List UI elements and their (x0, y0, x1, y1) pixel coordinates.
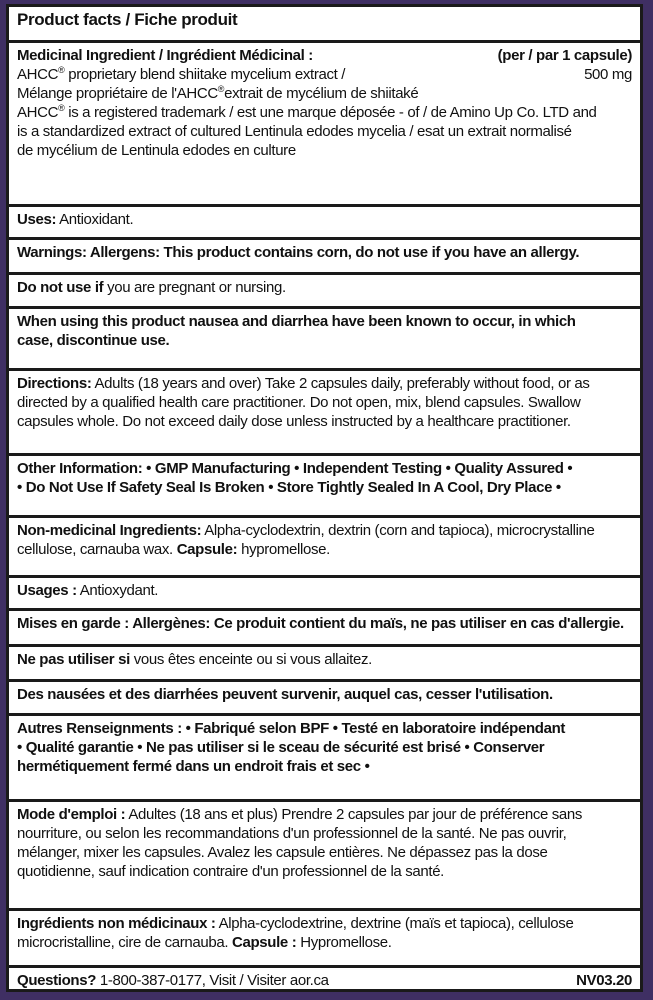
mode-emploi-line-1: Adultes (18 ans et plus) Prendre 2 capsules par jour de préférence sans (128, 806, 583, 823)
ingredients-non-med-line-2: microcristalline, cire de carnauba. (17, 934, 229, 951)
capsule-text: hypromellose. (241, 541, 330, 558)
contact-text: 1-800-387-0177, Visit / Visiter aor.ca (99, 972, 329, 989)
mode-emploi-line-2: nourriture, ou selon les recommandations d'un professionnel de la santé. Ne pas ouvrir, (17, 825, 567, 842)
ingredient-header-line (17, 46, 632, 65)
ingredients-non-med-label: Ingrédients non médicinaux : (17, 915, 216, 932)
directions-line-3: capsules whole. Do not exceed daily dose unless instructed by a healthcare practitioner. (17, 413, 571, 430)
effets-text: Des nausées et des diarrhées peuvent survenir, auquel cas, cesser l'utilisation. (17, 686, 553, 703)
usages-label: Usages : (17, 582, 77, 599)
capsule-label: Capsule: (176, 541, 238, 558)
ingredient-name-line (17, 65, 632, 84)
ingredient-amount: 500 mg (584, 66, 632, 83)
version-code: NV03.20 (576, 972, 632, 989)
side-effects-section (9, 309, 640, 371)
mode-emploi-line-3: mélanger, mixer les capsules. Avalez les capsule entières. Ne dépassez pas la dose (17, 844, 548, 861)
footer-section (9, 968, 640, 992)
capsule-fr-text: Hypromellose. (300, 934, 392, 951)
mises-en-garde-section (9, 611, 640, 647)
non-medicinal-line-2: cellulose, carnauba wax. (17, 541, 173, 558)
warnings-text: Warnings: Allergens: This product contains corn, do not use if you have an allergy. (17, 244, 580, 261)
facts-header (9, 7, 640, 43)
ingredients-non-medicinaux-section (9, 911, 640, 968)
mises-en-garde-text: Mises en garde : Allergènes: Ce produit contient du maïs, ne pas utiliser en cas d'allergie. (17, 615, 624, 632)
mode-emploi-label: Mode d'emploi : (17, 806, 126, 823)
medicinal-ingredient-section (9, 43, 640, 207)
per-capsule-label: (per / par 1 capsule) (497, 47, 632, 64)
uses-label: Uses: (17, 211, 57, 228)
do-not-use-section (9, 275, 640, 309)
autres-line-3: hermétiquement fermé dans un endroit frais et sec • (17, 758, 370, 775)
effets-section (9, 682, 640, 716)
other-info-line-2: • Do Not Use If Safety Seal Is Broken • Store Tightly Sealed In A Cool, Dry Place • (17, 479, 561, 496)
side-effects-line-1: When using this product nausea and diarrhea have been known to occur, in which (17, 313, 576, 330)
trademark-note-3: de mycélium de Lentinula edodes en culture (17, 142, 296, 159)
autres-renseignements-section (9, 716, 640, 802)
ingredients-non-med-line-1: Alpha-cyclodextrine, dextrine (maïs et tapioca), cellulose (218, 915, 574, 932)
ingredient-name-en: AHCC® proprietary blend shiitake mycelium extract / (17, 65, 346, 83)
ne-pas-utiliser-label: Ne pas utiliser si (17, 651, 130, 668)
usages-text: Antioxydant. (79, 582, 159, 599)
do-not-use-label: Do not use if (17, 279, 104, 296)
ne-pas-utiliser-section (9, 647, 640, 682)
questions-label: Questions? (17, 972, 97, 989)
capsule-fr-label: Capsule : (232, 934, 297, 951)
ingredient-name-fr: Mélange propriétaire de l'AHCC®extrait de mycélium de shiitaké (17, 84, 419, 102)
autres-line-1: Autres Renseignments : • Fabriqué selon BPF • Testé en laboratoire indépendant (17, 720, 566, 737)
trademark-note-1: AHCC® is a registered trademark / est une marque déposée - of / de Amino Up Co. LTD and (17, 103, 597, 121)
ingredient-label: Medicinal Ingredient / Ingrédient Médicinal : (17, 47, 313, 64)
non-medicinal-line-1: Alpha-cyclodextrin, dextrin (corn and tapioca), microcrystalline (204, 522, 595, 539)
facts-title: Product facts / Fiche produit (17, 10, 238, 29)
uses-section (9, 207, 640, 240)
side-effects-line-2: case, discontinue use. (17, 332, 170, 349)
do-not-use-text: you are pregnant or nursing. (107, 279, 286, 296)
product-facts-panel (6, 4, 643, 992)
mode-emploi-section (9, 802, 640, 911)
ne-pas-utiliser-text: vous êtes enceinte ou si vous allaitez. (133, 651, 372, 668)
autres-line-2: • Qualité garantie • Ne pas utiliser si le sceau de sécurité est brisé • Conserver (17, 739, 545, 756)
non-medicinal-label: Non-medicinal Ingredients: (17, 522, 202, 539)
directions-line-1: Adults (18 years and over) Take 2 capsules daily, preferably without food, or as (94, 375, 590, 392)
trademark-note-2: is a standardized extract of cultured Lentinula edodes mycelia / esat un extrait normalisé (17, 123, 572, 140)
non-medicinal-section (9, 518, 640, 578)
usages-section (9, 578, 640, 611)
directions-line-2: directed by a qualified health care practitioner. Do not open, mix, blend capsules. Swallow (17, 394, 581, 411)
other-info-line-1: Other Information: • GMP Manufacturing • Independent Testing • Quality Assured • (17, 460, 573, 477)
uses-text: Antioxidant. (59, 211, 134, 228)
directions-label: Directions: (17, 375, 92, 392)
other-information-section (9, 456, 640, 518)
warnings-section (9, 240, 640, 275)
directions-section (9, 371, 640, 456)
mode-emploi-line-4: quotidienne, sauf indication contraire d'un professionnel de la santé. (17, 863, 445, 880)
